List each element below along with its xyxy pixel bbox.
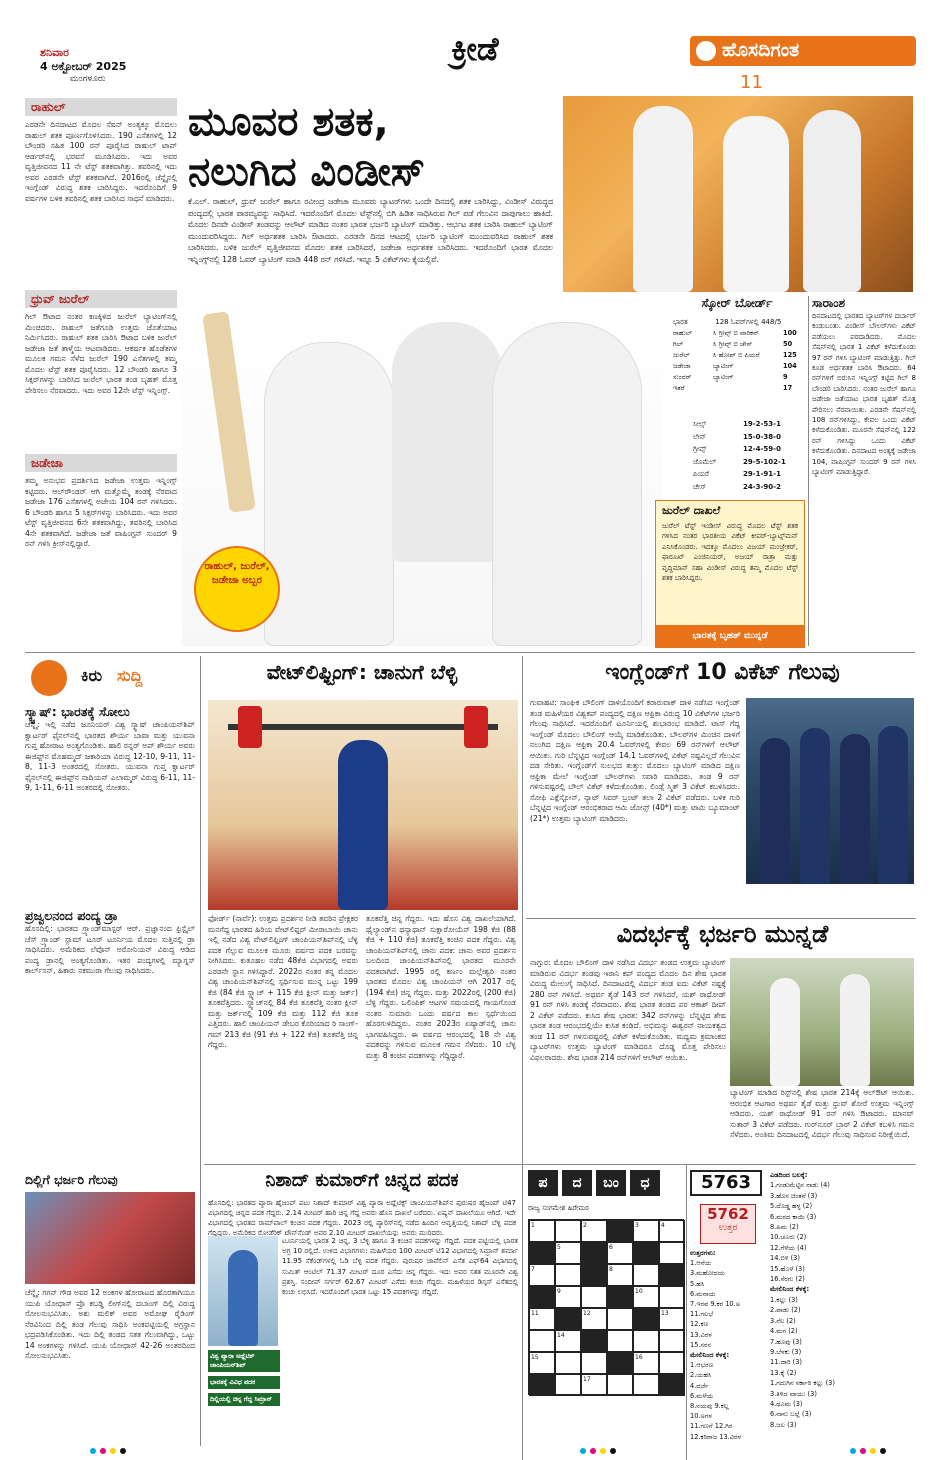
grid-cell[interactable]: 11: [529, 1308, 555, 1330]
kirusuddi-header: [25, 656, 195, 700]
day: ಶನಿವಾರ: [40, 46, 69, 59]
list-item: ಮೇಲಿನಿಂದ ಕೆಳಕ್ಕೆ:: [690, 1351, 730, 1360]
grid-cell[interactable]: 6: [607, 1242, 633, 1264]
player-figure: [840, 974, 870, 1086]
logo-text: ಹೊಸದಿಗಂತ: [722, 39, 800, 61]
list-item: 3.ಮಹೋದಯ: [690, 1269, 725, 1278]
kabaddi-photo: [25, 1192, 195, 1284]
athlete-figure: [228, 1250, 258, 1346]
table-row: ಗಿಲ್ ಸಿ ಗ್ರೀವ್ಸ್ ಬಿ ಚೇಸ್ 50: [673, 340, 793, 348]
list-item: 13.ವಿರಳ: [690, 1330, 712, 1339]
sidebar-jadeja-title: ಜಡೇಜಾ: [25, 454, 177, 472]
grid-cell[interactable]: [581, 1352, 607, 1374]
grid-cell[interactable]: [555, 1374, 581, 1396]
grid-cell[interactable]: 4: [659, 1220, 685, 1242]
list-item: 8.ಹಿಮ (2): [770, 1223, 799, 1232]
list-item: 1.ಗಂಡುಮೆಟ್ಟಿನ ನಾಡು (4): [770, 1181, 830, 1190]
down-title: ಮೇಲಿನಿಂದ ಕೆಳಕ್ಕೆ:: [770, 1285, 810, 1294]
list-item: 7.ಹೂವು (3): [770, 1337, 802, 1346]
divider: [204, 1164, 916, 1165]
table-row: ಪಿಯರೆ 29-1-91-1: [693, 470, 781, 478]
grid-cell: [659, 1264, 685, 1286]
list-item: 15.ಹೊಳೆ (3): [770, 1264, 805, 1273]
grid-cell[interactable]: [607, 1330, 633, 1352]
list-item: 1.ಆನೆಯ: [690, 1259, 712, 1268]
list-item: 12.ಕರಿರಾಜ 13.ವಿರಳ: [690, 1432, 742, 1441]
list-item: 4.ಮಗ (2): [770, 1327, 798, 1336]
lamp-icon: [696, 41, 716, 61]
grid-cell[interactable]: 17: [581, 1374, 607, 1396]
sidebar-jadeja: [25, 454, 177, 646]
grid-cell[interactable]: 12: [581, 1308, 607, 1330]
plate-icon: [238, 706, 262, 748]
grid-cell[interactable]: [555, 1264, 581, 1286]
divider: [25, 652, 915, 653]
grid-cell[interactable]: [529, 1330, 555, 1352]
grid-cell[interactable]: [659, 1286, 685, 1308]
table-row: ಜುರೆಲ್ ಸಿ ಹೋಪ್ ಬಿ ಪಿಯರೆ 125: [673, 351, 797, 359]
kirusuddi-title-2: ಸುದ್ದಿ: [117, 666, 143, 685]
title-letter: ಪ: [528, 1170, 558, 1196]
crossword: [528, 1170, 683, 1440]
grid-cell[interactable]: [659, 1352, 685, 1374]
grid-cell: [607, 1352, 633, 1374]
team-line: [673, 317, 801, 328]
grid-cell: [555, 1308, 581, 1330]
divider: [808, 296, 809, 646]
list-item: 6.ಮರದ ಕಾಯಿ (3): [770, 1212, 817, 1221]
table-row: ರಾಹುಲ್ ಸಿ ಗ್ರೀವ್ಸ್ ಬಿ ವಾರಿಕನ್ 100: [673, 329, 797, 337]
list-item: 7.ಇರವ 9.ಕರ 10.ಅ: [690, 1300, 741, 1309]
answers-list: [690, 1248, 766, 1442]
lead-headline-1: ಮೂವರ ಶತಕ,: [188, 99, 389, 145]
vidarbha-photo: [730, 958, 914, 1086]
vidarbha-text-2: ಬ್ಯಾಟಿಂಗ್ ಮಾಡಿದ ರಿಸ್ಟ್‌ನಲ್ಲಿ ಶೇಷ ಭಾರತ 214ಕ್ಕೆ ಆಲ್‌ಔಟ್ ಆಯಿತು. ಆರಂಭಿಕ ಆಟಗಾರ ಅಥರ್ವ ತೈಡೆ ಮತ್ತು ಧ್ರುವ್ ಶೋರೆ ಉತ್ತಮ ಇನ್ನಿಂಗ್ಸ್ ಆಡಿದರು. ಯಶ್ ರಾಥೋಡ್ 91 ರನ್ ಗಳಿಸಿ ಔಟಾದರು. ಮಾನವ್ ಸುತಾರ್ 3 ವಿಕೆಟ್ ಪಡೆದರು. ಗುರ್‌ನೂರ್ ಬ್ರಾರ್ 2 ವಿಕೆಟ್ ಕಬಳಿಸಿ ಗಮನ ಸೆಳೆದರು. ಅಂತಿಮ ದಿನದಾಟದಲ್ಲಿ ವಿದರ್ಭ ಗೆಲುವು ಸಾಧಿಸುವ ನಿರೀಕ್ಷೆಯಿದೆ.: [730, 1088, 914, 1139]
jurel-record-text: ಜುರೆಲ್ ಟೆಸ್ಟ್ ಇಂಡೀಸ್ ವಿರುದ್ಧ ಮೊದಲ ಟೆಸ್ಟ್ ಶತಕ ಗಳಿಸಿದ ನಂತರ ಭಾರತೀಯ ವಿಕೆಟ್ ಕೀಪರ್-ಬ್ಯಾಟ್ಸ್‌ಮನ್ ಎನಿಸಿಕೊಂಡರು. ಇದಕ್ಕೂ ಮೊದಲು ವಿಜಯ್ ಮಂಜ್ರೇಕರ್, ಫಾರೂಖ್ ಎಂಜಿನಿಯರ್, ಅಜಯ್ ರಾತ್ರಾ ಮತ್ತು ವೃದ್ಧಿಮಾನ್ ಸಹಾ ವಿಂಡೀಸ್ ವಿರುದ್ಧ ತಮ್ಮ ಮೊದಲ ಟೆಸ್ಟ್ ಶತಕ ಬಾರಿಸಿದ್ದರು.: [662, 522, 798, 583]
list-item: 10.ಚೂರು (2): [770, 1233, 807, 1242]
dot-cyan: [850, 1448, 856, 1454]
list-item: 9.ಬೆಳಕು (3): [770, 1347, 802, 1356]
grid-cell[interactable]: 7: [529, 1264, 555, 1286]
clues: [770, 1170, 916, 1430]
page-number: 11: [740, 72, 763, 93]
sidebar-jurel: [25, 290, 177, 452]
dot-yellow: [600, 1448, 606, 1454]
list-item: 5.ದೊಡ್ಡ ಹಳ್ಳ (2): [770, 1202, 813, 1211]
squash-text: ಚೆನ್ನೈ: ಇಲ್ಲಿ ನಡೆದ ಜೂನಿಯರ್ ವಿಶ್ವ ಸ್ಕ್ವಾಷ್ ಚಾಂಪಿಯನ್‌ಶಿಪ್ ಕ್ವಾರ್ಟರ್ ಫೈನಲ್‌ನಲ್ಲಿ ಭಾರತದ ಶೌರ್ಯ ಬಾವಾ ಮತ್ತು ಯುವನಾ ಗುಪ್ತ ಹೋರಾಟ ಅಂತ್ಯಗೊಂಡಿತು. ಹಾಲಿ ರನ್ನರ್ ಅಪ್ ಶೌರ್ಯ ಅವರು ಈಜಿಪ್ಟ್‌ನ ಮೊಹಮ್ಮದ್ ಜಕಾರಿಯಾ ವಿರುದ್ಧ 12-10, 9-11, 11-8, 11-3 ಅಂತರದಲ್ಲಿ ಸೋತರು. ಯುವನಾ ಗುಪ್ತ ಕ್ವಾರ್ಟರ್ ಫೈನಲ್‌ನಲ್ಲಿ ಈಜಿಪ್ಟ್‌ನ ನಾದಿಯನ್ ಎಲಾಮ್ಮರ್ ವಿರುದ್ಧ 6-11, 11-9, 1-11, 6-11 ಅಂತರದಲ್ಲಿ ಸೋತರು.: [25, 720, 195, 792]
table-row: ಜೊಮೆಲ್ 29-5-102-1: [693, 457, 786, 466]
list-item: 12.ಕಣ: [690, 1320, 709, 1329]
grid-cell: [581, 1330, 607, 1352]
grid-cell[interactable]: [659, 1330, 685, 1352]
list-item: 6.ಮನಾಯ: [690, 1289, 716, 1298]
list-item: 3.ಹೊಸ ಚಿಂತನೆ (3): [770, 1191, 818, 1200]
table-row: ಜಡೇಜಾ ಬ್ಯಾಟಿಂಗ್ 104: [673, 362, 797, 370]
sidebar-rahul-text: ಎರಡನೇ ದಿನದಾಟದ ಮೊದಲ ಸೆಷನ್ ಅಂತ್ಯಕ್ಕೂ ಮೊದಲು ರಾಹುಲ್ ಶತಕ ಪೂರ್ಣಗೊಳಿಸಿದರು. 190 ಎಸೆತಗಳಲ್ಲಿ 12 ಬೌಂಡರಿ ಸಹಿತ 100 ರನ್ ಪೂರೈಸಿದ ರಾಹುಲ್ ಟಾಪ್ ಆರ್ಡರ್‌ನಲ್ಲಿ ಭರವಸೆ ಮೂಡಿಸಿದರು. ಇದು ಅವರ ವೃತ್ತಿಜೀವನದ 11 ನೇ ಟೆಸ್ಟ್ ಶತಕವಾಗಿತ್ತು. ತವರಿನಲ್ಲಿ ಇದು ಅವರ ಎರಡನೇ ಟೆಸ್ಟ್ ಶತಕವಾಗಿದೆ. 2016ರಲ್ಲಿ ಚೆನ್ನೈನಲ್ಲಿ ಇಂಗ್ಲೆಂಡ್ ವಿರುದ್ಧ ಶತಕ ಬಾರಿಸಿದ್ದರು. ಇದರೊಂದಿಗೆ 9 ವರ್ಷಗಳ ಬಳಿಕ ತವರಿನಲ್ಲಿ ಶತಕ ಬಾರಿಸಿದ ಸಾಧನೆ ಮಾಡಿದರು.: [25, 120, 177, 203]
delhi-title: ದಿಲ್ಲಿಗೆ ಭರ್ಜರಿ ಗೆಲುವು: [25, 1172, 118, 1187]
list-item: 15.ಸರಸ: [690, 1340, 711, 1349]
table-row: ಇತರೆ 17: [673, 384, 793, 392]
list-item: 11.ಗಣನೆ 12.ಗಿರ: [690, 1422, 733, 1431]
tag: ಭಾರತಕ್ಕೆ ವಿವಿಧ ಪದಕ: [208, 1376, 280, 1389]
list-item: 8.ನಯವು 9.ಕಲ್ಲ: [690, 1402, 729, 1411]
title-letter: ಬಂ: [596, 1170, 626, 1196]
list-item: 12.ಗೆಳೆಯ (4): [770, 1243, 807, 1252]
sidebar-rahul-title: ರಾಹುಲ್: [25, 98, 177, 116]
dot-cyan: [580, 1448, 586, 1454]
dot-cyan: [90, 1448, 96, 1454]
sidebar-jurel-title: ಧ್ರುವ್ ಜುರೆಲ್: [25, 290, 177, 308]
nishad-text-side: [282, 1236, 518, 1458]
title-letter: ದ: [562, 1170, 592, 1196]
grid-cell[interactable]: [607, 1308, 633, 1330]
list-item: 2.ಪಾಡು (2): [770, 1306, 801, 1315]
nishad-text-2: ಟೂರ್ನಿಯಲ್ಲಿ ಭಾರತ 2 ಚಿನ್ನ, 3 ಬೆಳ್ಳಿ ಹಾಗೂ 3 ಕಂಚಿನ ಪದಕಗಳನ್ನು ಗೆದ್ದಿದೆ. ಪದಕ ಪಟ್ಟಿಯಲ್ಲಿ ಭಾರತ ಅಗ್ರ 10 ರಲ್ಲಿದೆ. ಉಳಿದ ವಿಭಾಗಗಳು: ಮಹಿಳೆಯರ 100 ಮೀಟರ್ ಟಿ12 ವಿಭಾಗದಲ್ಲಿ ಸಿಮ್ರಾನ್ ಶರ್ಮಾ 11.95 ಸೆಕೆಂಡ್‌ಗಳಲ್ಲಿ ಓಡಿ ಬೆಳ್ಳಿ ಪದಕ ಗೆದ್ದರು. ಪುರುಷರ ಜಾವೆಲಿನ್ ಎಸೆತ ಎಫ್64 ವಿಭಾಗದಲ್ಲಿ ಸುಮಿತ್ ಆಂಟಿಲ್ 71.37 ಮೀಟರ್ ದೂರ ಎಸೆದು ಚಿನ್ನ ಗೆದ್ದರು. ಇದು ಅವರ ಸತತ ಮೂರನೇ ವಿಶ್ವ ಪ್ರಶಸ್ತಿ. ಸಂದೀಪ್ ಸರ್ಗರ್ 62.67 ಮೀಟರ್ ಎಸೆದು ಕಂಚು ಗೆದ್ದರು. ಮಹಿಳೆಯರ ಡಿಸ್ಕಸ್ ಎಸೆತದಲ್ಲಿ ಕಂಚು ಲಭಿಸಿದೆ. ಇದರೊಂದಿಗೆ ಭಾರತ ಒಟ್ಟು 15 ಪದಕಗಳನ್ನು ಗೆದ್ದಿದೆ.: [282, 1237, 518, 1297]
jadeja-figure: [392, 322, 502, 562]
grid-cell[interactable]: 3: [633, 1220, 659, 1242]
grid-cell[interactable]: 16: [633, 1352, 659, 1374]
dot-yellow: [110, 1448, 116, 1454]
player-figure: [770, 978, 800, 1086]
answer-label: ಉತ್ತರ: [718, 1223, 738, 1233]
date-block: [40, 46, 160, 84]
list-item: 11.ದಾರಿ (3): [770, 1358, 802, 1367]
jurel-record-footer: ಭಾರತಕ್ಕೆ ಬೃಹತ್ ಮುನ್ನಡೆ: [656, 625, 804, 647]
player-figure: [723, 116, 789, 292]
grid-cell: [581, 1264, 607, 1286]
lifter-figure: [338, 740, 388, 910]
grid-cell: [659, 1374, 685, 1396]
caption-text: ರಾಹುಲ್, ಜುರೆಲ್, ಜಡೇಜಾ ಅಬ್ಬರ: [204, 561, 270, 586]
list-item: 1.ಗದುಗಿನ ಸರ್ಕಾರಿ ಕಲ್ಲು (3): [770, 1379, 835, 1388]
hand-icon: [31, 660, 67, 696]
logo: [690, 36, 916, 66]
vidarbha-text: ನಾಗ್ಪುರ: ಮೊದಲ ಬೌಲಿಂಗ್ ದಾಳಿ ನಡೆಸಿದ ವಿದರ್ಭ ತಂಡದ ಉತ್ತಮ ಬ್ಯಾಟಿಂಗ್ ಮಾಡಿರುವ ವಿದರ್ಭ ತಂಡವು ಇರಾನಿ ಕಪ್ ಪಂದ್ಯದ ಮೊದಲ ದಿನ ಶೇಷ ಭಾರತ ವಿರುದ್ಧ ಮೇಲುಗೈ ಸಾಧಿಸಿದೆ. ದಿನದಾಟದಲ್ಲಿ ವಿದರ್ಭ ತಂಡ ಐದು ವಿಕೆಟ್ ನಷ್ಟಕ್ಕೆ 280 ರನ್ ಗಳಿಸಿದೆ. ಅಥರ್ವ ತೈಡೆ 143 ರನ್ ಗಳಿಸಿದರೆ, ಯಶ್ ರಾಥೋಡ್ 91 ರನ್ ಗಳಿಸಿ ತಂಡಕ್ಕೆ ನೆರವಾದರು. ಶೇಷ ಭಾರತ ತಂಡದ ಪರ ಆಕಾಶ್ ದೀಪ್ 2 ವಿಕೆಟ್ ಪಡೆದರು. ಕುಸಿದ ಶೇಷ ಭಾರತ: 342 ರನ್‌ಗಳನ್ನು ಬೆನ್ನಟ್ಟಿದ ಶೇಷ ಭಾರತ ತಂಡ ಆರಂಭದಲ್ಲಿಯೇ ಕುಸಿತ ಕಂಡಿದೆ. ಅಭಿಮನ್ಯು ಈಶ್ವರನ್ ನಾಯಕತ್ವದ ತಂಡ 11 ರನ್ ಗಳಿಸುವಷ್ಟರಲ್ಲಿ ವಿಕೆಟ್ ಕಳೆದುಕೊಂಡಿತು. ಮಧ್ಯಮ ಕ್ರಮಾಂಕದ ಬ್ಯಾಟರ್‌ಗಳು ಉತ್ತಮ ಬ್ಯಾಟಿಂಗ್ ಮಾಡಿದರೂ ದೊಡ್ಡ ಮೊತ್ತ ಪೇರಿಸಲು ವಿಫಲರಾದರು. ಶೇಷ ಭಾರತ 214 ರನ್‌ಗಳಿಗೆ ಆಲೌಟ್ ಆಯಿತು.: [530, 958, 726, 1062]
list-item: 5.ಹಸಿ: [690, 1279, 705, 1288]
grid-cell[interactable]: [633, 1330, 659, 1352]
delhi-text: ಚೆನ್ನೈ: ಗಗನ್ ಗೌಡ ಅವರ 12 ಅಂಕಗಳ ಹೋರಾಟದ ಹೊರತಾಗಿಯೂ ಯುಪಿ ಯೋಧಾಸ್ ಪ್ರೊ ಕಬಡ್ಡಿ ಲೀಗ್‌ನಲ್ಲಿ ದಬಾಂಗ್ ದಿಲ್ಲಿ ವಿರುದ್ಧ ಸೋಲನುಭವಿಸಿತು. ಅಶು ಮಲಿಕ್ ಅವರ ಅಮೋಘ ರೈಡಿಂಗ್ ನೆರವಿನಿಂದ ದಿಲ್ಲಿ ತಂಡ ಗೆಲುವು ಸಾಧಿಸಿ ಅಂಕಪಟ್ಟಿಯಲ್ಲಿ ಅಗ್ರಸ್ಥಾನ ಭದ್ರಪಡಿಸಿಕೊಂಡಿತು. ಇದು ದಿಲ್ಲಿ ತಂಡದ ಸತತ ಗೆಲುವಾಗಿದ್ದು, ಒಟ್ಟು 14 ಅಂಕಗಳನ್ನು ಗಳಿಸಿದೆ. ಯುಪಿ ಯೋಧಾಸ್ 42-26 ಅಂತರದಿಂದ ಸೋಲನುಭವಿಸಿತು.: [25, 1288, 195, 1360]
chess-title: ಪ್ರಜ್ವಲನಂದ ಪಂದ್ಯ ಡ್ರಾ: [25, 908, 118, 923]
summary-text: ದಿನದಾಟದಲ್ಲಿ ಭಾರತದ ಬ್ಯಾಟರ್‌ಗಳ ದರ್ಬಾರ್ ಕಂಡುಬಂತು. ವಿಂಡೀಸ್ ಬೌಲರ್‌ಗಳು ವಿಕೆಟ್ ಪಡೆಯಲು ಪರದಾಡಿದರು. ಮೊದಲ ಸೆಷನ್‌ನಲ್ಲಿ ಭಾರತ 1 ವಿಕೆಟ್ ಕಳೆದುಕೊಂಡು 97 ರನ್ ಗಳಿಸಿ ಬ್ಯಾಟಿಂಗ್ ಮಾಡುತ್ತಿತ್ತು. ಗಿಲ್ ಕೂಡ ಅರ್ಧಶತಕ ಬಾರಿಸಿ ಔಟಾದರು. 64 ರನ್‌ಗಳಿಗೆ ಬಿರುಸಿನ ಇನ್ನಿಂಗ್ಸ್ ಕಟ್ಟಿದ ಗಿಲ್ 8 ಬೌಂಡರಿ ಬಾರಿಸಿದರು. ನಂತರ ಜುರೆಲ್ ಹಾಗೂ ಜಡೇಜಾ ಜತೆಯಾಟ ಭಾರತ ಬೃಹತ್ ಮೊತ್ತ ಪೇರಿಸಲು ನೆರವಾಯಿತು. ಎರಡನೇ ಸೆಷನ್‌ನಲ್ಲಿ 108 ರನ್‌ಗಳಿಸಿದ್ದು, ಕೇವಲ ಒಂದು ವಿಕೆಟ್ ಕಳೆದುಕೊಂಡಿತು. ಮೂರನೇ ಸೆಷನ್‌ನಲ್ಲಿ 122 ರನ್ ಗಳಿಸಿದ್ದು ಒಂದು ವಿಕೆಟ್ ಕಳೆದುಕೊಂಡಿತು. ದಿನದಾಟದ ಅಂತ್ಯಕ್ಕೆ ಜಡೇಜಾ 104, ವಾಷಿಂಗ್ಟನ್ ಸುಂದರ್ 9 ರನ್ ಗಳಿಸಿ ಬ್ಯಾಟಿಂಗ್ ಮಾಡುತ್ತಿದ್ದಾರೆ.: [812, 312, 916, 477]
divider: [200, 656, 201, 1446]
list-item: 4.ದರ್ಜೆ: [690, 1381, 709, 1390]
sidebar-jadeja-text: ತಮ್ಮ ಅನುಭವ ಪ್ರದರ್ಶಿಸಿದ ಜಡೇಜಾ ಉತ್ತಮ ಇನ್ನಿಂಗ್ಸ್ ಕಟ್ಟಿದರು. ಆಲ್‌ರೌಂಡರ್ ಆಗಿ ಮತ್ತೊಮ್ಮೆ ತಂಡಕ್ಕೆ ನೆರವಾದ ಜಡೇಜಾ 176 ಎಸೆತಗಳಲ್ಲಿ ಅಜೇಯ 104 ರನ್ ಗಳಿಸಿದರು. 6 ಬೌಂಡರಿ ಹಾಗೂ 5 ಸಿಕ್ಸರ್‌ಗಳನ್ನು ಬಾರಿಸಿದರು. ಇದು ಅವರ ಟೆಸ್ಟ್ ವೃತ್ತಿಜೀವನದ 6ನೇ ಶತಕವಾಗಿದ್ದು, ತವರಿನಲ್ಲಿ ಬಾರಿಸಿದ 4ನೇ ಶತಕವಾಗಿದೆ. ಜಡೇಜಾ ಜತೆ ವಾಷಿಂಗ್ಟನ್ ಸುಂದರ್ 9 ರನ್ ಗಳಿಸಿ ಕ್ರೀಸ್‌ನಲ್ಲಿದ್ದಾರೆ.: [25, 476, 177, 548]
table-row: ಲೇನ್ 15-0-38-0: [693, 432, 781, 441]
list-item: 2.ಯಹಸಿ: [690, 1371, 712, 1380]
grid-cell[interactable]: 8: [607, 1264, 633, 1286]
list-item: 14.ಬಿಳಿ (3): [770, 1254, 800, 1263]
answers-title: ಉತ್ತರಗಳು:: [690, 1249, 716, 1257]
rahul-figure: [264, 342, 394, 646]
grid-cell: [529, 1286, 555, 1308]
batting-list: [673, 328, 801, 394]
puzzle-number: 5763: [690, 1170, 762, 1196]
grid-cell[interactable]: [581, 1286, 607, 1308]
dot-yellow: [870, 1448, 876, 1454]
dot-black: [610, 1448, 616, 1454]
grid-cell: [607, 1220, 633, 1242]
puzzle: [690, 1170, 916, 1442]
grid-cell[interactable]: [607, 1374, 633, 1396]
jurel-record-title: ಜುರೆಲ್ ದಾಖಲೆ: [662, 504, 721, 517]
weightlifting-photo: [208, 700, 518, 910]
answer-number: 5762: [707, 1205, 749, 1223]
scoreboard-title: ಸ್ಕೋರ್ ಬೋರ್ಡ್: [701, 296, 773, 310]
grid-cell[interactable]: [633, 1374, 659, 1396]
bowling-list: [673, 418, 801, 493]
list-item: 11.ಗಲಭೆ: [690, 1310, 714, 1319]
grid-cell[interactable]: [633, 1264, 659, 1286]
divider: [686, 1164, 687, 1460]
list-item: 16.ಸೆರಗು (2): [770, 1275, 805, 1284]
list-item: 10.ಅಗಳ: [690, 1412, 712, 1421]
grid-cell: [607, 1286, 633, 1308]
sidebar-rahul: [25, 98, 177, 286]
registration-marks: [0, 1444, 945, 1458]
lead-photo-main: [182, 302, 662, 646]
grid-cell: [529, 1242, 555, 1264]
grid-cell[interactable]: 10: [633, 1286, 659, 1308]
nishad-headline: ನಿಶಾದ್ ಕುಮಾರ್‌ಗೆ ಚಿನ್ನದ ಪದಕ: [265, 1170, 459, 1191]
tag: ವಿಶ್ವ ಪ್ಯಾರಾ ಅಥ್ಲೆಟಿಕ್ ಚಾಂಪಿಯನ್‌ಶಿಪ್: [208, 1350, 280, 1372]
list-item: 4.ಧೂಮ (3): [770, 1399, 803, 1408]
nishad-tags: [208, 1350, 280, 1406]
crossword-hint: ರಾಜ್ಯ ಸಂಗಮೇಶ ಹಿರೇಮಠ: [528, 1204, 589, 1212]
nishad-text: ಹೊಸದಿಲ್ಲಿ: ಭಾರತದ ಪ್ಯಾರಾ ಹೈಜಂಪ್ ಪಟು ನಿಶಾದ್ ಕುಮಾರ್ ವಿಶ್ವ ಪ್ಯಾರಾ ಅಥ್ಲೆಟಿಕ್ಸ್ ಚಾಂಪಿಯನ್‌ಶಿಪ್‌ನ ಪುರುಷರ ಹೈಜಂಪ್ ಟಿ47 ವಿಭಾಗದಲ್ಲಿ ಚಿನ್ನದ ಪದಕ ಗೆದ್ದರು. 2.14 ಮೀಟರ್ ಹಾರಿ ಚಿನ್ನ ಗೆದ್ದ ಅವರು ಹೊಸ ದಾಖಲೆ ಬರೆದರು. ಏಷ್ಯನ್ ದಾಖಲೆಯೂ ಆಗಿದೆ. ಇದೇ ವಿಭಾಗದಲ್ಲಿ ಭಾರತದ ರಾಮ್‌ಪಾಲ್ ಕಂಚಿನ ಪದಕ ಗೆದ್ದರು. 2023 ರಲ್ಲಿ ಪ್ಯಾರಿಸ್‌ನಲ್ಲಿ ನಡೆದ ಹಿಂದಿನ ಆವೃತ್ತಿಯಲ್ಲಿ ನಿಶಾದ್ ಬೆಳ್ಳಿ ಪದಕ ಗೆದ್ದಿದ್ದರು. ಅಮೆರಿಕದ ರೋಡೆರಿಕ್ ಟೌನ್‌ಸೆಂಡ್ ಅವರ 2.10 ಮೀಟರ್ ದಾಖಲೆಯನ್ನು ಅವರು ಮುರಿದರು.: [208, 1199, 516, 1236]
lead-headline-2: ನಲುಗಿದ ವಿಂಡೀಸ್: [188, 149, 425, 195]
table-row: ಚೇಸ್ 24-3-90-2: [693, 482, 781, 491]
grid-cell: [581, 1242, 607, 1264]
masthead: [0, 0, 945, 96]
bat-icon: [202, 311, 256, 513]
dot-black: [880, 1448, 886, 1454]
grid-cell[interactable]: 13: [659, 1308, 685, 1330]
divider: [526, 918, 916, 919]
england-photo: [746, 698, 914, 884]
lead-photo-top: [563, 96, 913, 292]
team-label: ಭಾರತ: [673, 318, 688, 326]
list-item: 6.ಮಳೆಯ: [690, 1391, 714, 1400]
squash-title: ಸ್ಕ್ವಾಷ್: ಭಾರತಕ್ಕೆ ಸೋಲು: [25, 704, 130, 719]
title-letter: ಧ: [630, 1170, 660, 1196]
grid-cell: [633, 1308, 659, 1330]
list-item: 3.ನೆಲ (2): [770, 1316, 796, 1325]
date: 4 ಅಕ್ಟೋಬರ್ 2025: [40, 60, 127, 73]
weightlifting-col1: ಫೋರ್ಡ್ (ನಾರ್ವೆ): ಉತ್ತಮ ಪ್ರದರ್ಶನ ನೀಡಿ ತವರಿನ ಪ್ರೇಕ್ಷಕರ ಮನಗೆದ್ದ ಭಾರತದ ಹಿರಿಯ ವೇಟ್‌ಲಿಫ್ಟರ್ ಮೀರಾಬಾಯಿ ಚಾನು ಇಲ್ಲಿ ನಡೆದ ವಿಶ್ವ ವೇಟ್‌ಲಿಫ್ಟಿಂಗ್ ಚಾಂಪಿಯನ್‌ಶಿಪ್‌ನಲ್ಲಿ ಬೆಳ್ಳಿ ಪದಕ ಗೆಲ್ಲುವ ಮೂಲಕ ಮೂರು ವರ್ಷದ ಪದಕ ಬರವನ್ನು ನೀಗಿಸಿದರು. ಕುತೂಹಲ ನಡೆದ 48ಕೆಜಿ ವಿಭಾಗದಲ್ಲಿ ಅವರು ಎರಡನೇ ಸ್ಥಾನ ಗಳಿಸಿದ್ದಾರೆ. 2022ರ ನಂತರ ತನ್ನ ಮೊದಲ ವಿಶ್ವ ಚಾಂಪಿಯನ್‌ಶಿಪ್‌ನಲ್ಲಿ ಸ್ಪರ್ಧಿಸುವ ಮುನ್ನ ಒಟ್ಟು 199 ಕೆಜಿ (84 ಕೆಜಿ ಸ್ನ್ಯಾಚ್ + 115 ಕೆಜಿ ಕ್ಲೀನ್ ಮತ್ತು ಜರ್ಕ್) ತೂಕವೆತ್ತಿದರು. ಸ್ನ್ಯಾಚ್‌ನಲ್ಲಿ 84 ಕೆಜಿ ತೂಕವೆತ್ತಿ ನಂತರ ಕ್ಲೀನ್ ಮತ್ತು ಜರ್ಕ್‌ನಲ್ಲಿ 109 ಕೆಜಿ ಮತ್ತು 112 ಕೆಜಿ ತೂಕ ಎತ್ತಿದರು. ಹಾಲಿ ಚಾಂಪಿಯನ್ ಡೇಬರ ಕೊರಿಯಾದ ರಿ ಸಾಂಗ್-ಗಮ್ 213 ಕೆಜಿ (91 ಕೆಜಿ + 122 ಕೆಜಿ) ತೂಕವೆತ್ತಿ ಚಿನ್ನ ಗೆದ್ದರು.: [208, 914, 358, 1049]
grid-cell[interactable]: 9: [555, 1286, 581, 1308]
england-headline: ಇಂಗ್ಲೆಂಡ್‌ಗೆ 10 ವಿಕೆಟ್ ಗೆಲುವು: [605, 660, 840, 685]
kirusuddi: [25, 656, 195, 1446]
crossword-grid[interactable]: [528, 1219, 684, 1395]
table-row: ಗ್ರೀವ್ಸ್ 12-4-59-0: [693, 445, 781, 453]
dot-magenta: [100, 1448, 106, 1454]
player-figure: [803, 110, 861, 292]
list-item: 1.ಕಲ್ಲು (3): [770, 1295, 798, 1304]
barbell-icon: [228, 724, 498, 730]
list-item: 6.ನಾನು ಬಲ್ಲೆ (3): [770, 1410, 812, 1419]
player-figure: [760, 738, 790, 884]
nishad-photo: [208, 1236, 278, 1346]
list-item: 3.ತಿಳಿದ ವಾಯು (3): [770, 1389, 817, 1398]
tag: ದಿಲ್ಲಿಯಲ್ಲಿ ಚಿನ್ನ ಗೆದ್ದ ಸಿಮ್ರಾನ್: [208, 1393, 280, 1406]
grid-cell[interactable]: 2: [581, 1220, 607, 1242]
grid-cell[interactable]: [555, 1220, 581, 1242]
list-item: 13.ಕೈ (2): [770, 1368, 797, 1377]
jurel-record: [655, 500, 805, 648]
player-figure: [878, 726, 908, 884]
list-item: 1.ಆಭರಣ: [690, 1361, 714, 1370]
player-figure: [800, 728, 830, 884]
table-row: ಸುಂದರ್ ಬ್ಯಾಟಿಂಗ್ 9: [673, 373, 788, 381]
plate-icon: [464, 706, 488, 748]
vidarbha-headline: ವಿದರ್ಭಕ್ಕೆ ಭರ್ಜರಿ ಮುನ್ನಡೆ: [616, 920, 829, 948]
dot-black: [120, 1448, 126, 1454]
kirusuddi-title-1: ಕಿರು: [81, 666, 103, 685]
grid-cell[interactable]: [659, 1242, 685, 1264]
grid-cell[interactable]: 5: [555, 1242, 581, 1264]
player-figure: [633, 106, 693, 292]
grid-cell[interactable]: 15: [529, 1352, 555, 1374]
grid-cell: [529, 1374, 555, 1396]
grid-cell[interactable]: 1: [529, 1220, 555, 1242]
player-figure: [840, 734, 870, 884]
answer-box: [700, 1204, 756, 1244]
dot-magenta: [590, 1448, 596, 1454]
crossword-title: [528, 1170, 683, 1200]
weightlifting-headline: ವೇಟ್‌ಲಿಫ್ಟಿಂಗ್: ಚಾನುಗೆ ಬೆಳ್ಳಿ: [266, 660, 458, 684]
grid-cell[interactable]: [555, 1352, 581, 1374]
summary: [812, 296, 916, 648]
list-item: 8.ಜಲ (3): [770, 1420, 797, 1429]
section-title: ಕ್ರೀಡೆ: [451, 30, 499, 68]
divider: [522, 1164, 523, 1460]
caption-badge: [194, 546, 280, 632]
england-text: ಗುವಾಹಟಿ: ಸಾಂಘಿಕ ಬೌಲಿಂಗ್ ದಾಳಿಯೊಂದಿಗೆ ಕರಾರುವಾಕ್ ದಾಳಿ ನಡೆಸಿದ ಇಂಗ್ಲೆಂಡ್ ತಂಡ ಮಹಿಳೆಯರ ವಿಶ್ವಕಪ್ ಪಂದ್ಯದಲ್ಲಿ ದಕ್ಷಿಣ ಆಫ್ರಿಕಾ ವಿರುದ್ಧ 10 ವಿಕೆಟ್‌ಗಳ ಭರ್ಜರಿ ಗೆಲುವು ಸಾಧಿಸಿದೆ. ಇದರೊಂದಿಗೆ ಟೂರ್ನಿಯಲ್ಲಿ ಶುಭಾರಂಭ ಮಾಡಿದೆ. ಟಾಸ್ ಗೆದ್ದ ಇಂಗ್ಲೆಂಡ್ ಮೊದಲು ಬೌಲಿಂಗ್ ಆಯ್ಕೆ ಮಾಡಿಕೊಂಡಿತು. ಬೌಲರ್‌ಗಳ ಮಿಂಚಿನ ದಾಳಿಗೆ ನಲುಗಿದ ದಕ್ಷಿಣ ಆಫ್ರಿಕಾ 20.4 ಓವರ್‌ಗಳಲ್ಲಿ ಕೇವಲ 69 ರನ್‌ಗಳಿಗೆ ಆಲೌಟ್ ಆಯಿತು. ಗುರಿ ಬೆನ್ನಟ್ಟಿದ ಇಂಗ್ಲೆಂಡ್ 14.1 ಓವರ್‌ಗಳಲ್ಲಿ ವಿಕೆಟ್ ನಷ್ಟವಿಲ್ಲದೆ ಗೆಲುವಿನ ದಡ ಸೇರಿತು. ಇಂಗ್ಲೆಂಡ್‌ಗೆ ಸುಲಭದ ತುತ್ತು: ಮೊದಲು ಬ್ಯಾಟಿಂಗ್ ಮಾಡಿದ ದಕ್ಷಿಣ ಆಫ್ರಿಕಾ ಮೇಲೆ ಇಂಗ್ಲೆಂಡ್ ಬೌಲರ್‌ಗಳು ಸವಾರಿ ಮಾಡಿದರು. ತಂಡ 9 ರನ್ ಗಳಿಸುವಷ್ಟರಲ್ಲಿ ಬೌಲ್ ವಿಕೆಟ್ ಕಳೆದುಕೊಂಡಿತು. ಲಿಂಡ್ಸೆ ಸ್ಮಿತ್ 3 ವಿಕೆಟ್ ಕಬಳಿಸಿದರು. ಸೋಫಿ ಎಕ್ಲೆಸ್ಟೋನ್, ನ್ಯಾಟ್ ಸಿವರ್ ಬ್ರಂಟ್ ತಲಾ 2 ವಿಕೆಟ್ ಪಡೆದರು. ಬಳಿಕ ಗುರಿ ಬೆನ್ನಟ್ಟಿದ ಇಂಗ್ಲೆಂಡ್ ಆರಂಭಿಕರಾದ ಆಮಿ ಜೋನ್ಸ್ (40*) ಮತ್ತು ಟಾಮಿ ಬ್ಯೂಮಾಂಟ್ (21*) ಉತ್ತಮ ಬ್ಯಾಟಿಂಗ್ ಮಾಡಿದರು.: [530, 698, 740, 823]
sidebar-jurel-text: ಗಿಲ್ ಔಟಾದ ನಂತರ ಕಣಕ್ಕಿಳಿದ ಜುರೆಲ್ ಬ್ಯಾಟಿಂಗ್‌ನಲ್ಲಿ ಮಿಂಚಿದರು. ರಾಹುಲ್ ಜತೆಗೂಡಿ ಉತ್ತಮ ಜೊತೆಯಾಟ ನಿರ್ಮಿಸಿದರು. ರಾಹುಲ್ ಶತಕ ಬಾರಿಸಿ ಔಟಾದ ಬಳಿಕ ಜುರೆಲ್ ಜಡೇಜಾ ಜತೆ ತಾಳ್ಮೆಯ ಆಟವಾಡಿದರು. ಆಕರ್ಷಕ ಹೊಡೆತಗಳ ಮೂಲಕ ಗಮನ ಸೆಳೆದ ಜುರೆಲ್ 190 ಎಸೆತಗಳಲ್ಲಿ ತಮ್ಮ ಮೊದಲ ಟೆಸ್ಟ್ ಶತಕ ಪೂರೈಸಿದರು. 12 ಬೌಂಡರಿ ಹಾಗೂ 3 ಸಿಕ್ಸರ್‌ಗಳನ್ನು ಬಾರಿಸಿದ ಜುರೆಲ್ ಭಾರತ ತಂಡ ಬೃಹತ್ ಮೊತ್ತ ಪೇರಿಸಲು ನೆರವಾದರು. ಇದು ಅವರ 12ನೇ ಟೆಸ್ಟ್ ಇನ್ನಿಂಗ್ಸ್.: [25, 312, 177, 395]
table-row: ಸೀಲ್ಸ್ 19-2-53-1: [693, 420, 781, 428]
city: ಮಂಗಳೂರು: [70, 74, 106, 84]
weightlifting-col2: ತೂಕವೆತ್ತಿ ಚಿನ್ನ ಗೆದ್ದರು. ಇದು ಹೊಸ ವಿಶ್ವ ದಾಖಲೆಯಾಗಿದೆ. ಥೈಲ್ಯಾಂಡ್‌ನ ಥನ್ಯಾಥಾನ್ ಸುಕ್ಷಾರೋಯೆನ್ 198 ಕೆಜಿ (88 ಕೆಜಿ + 110 ಕೆಜಿ) ತೂಕವೆತ್ತಿ ಕಂಚಿನ ಪದಕ ಗೆದ್ದರು. ವಿಶ್ವ ಚಾಂಪಿಯನ್‌ಶಿಪ್‌ನಲ್ಲಿ ಚಾನು ಪದಕ: ಚಾನು ಅವರ ಪ್ರದರ್ಶನ ಬಲದಿಂದ ಚಾಂಪಿಯನ್‌ಶಿಪ್‌ನಲ್ಲಿ ಭಾರತದ ಮೂರನೇ ಪದಕವಾಗಿದೆ. 1995 ರಲ್ಲಿ ಕರ್ಣಂ ಮಲ್ಲೇಶ್ವರಿ ನಂತರ ಭಾರತದ ಮೊದಲ ವಿಶ್ವ ಚಾಂಪಿಯನ್ ಆಗಿ 2017 ರಲ್ಲಿ (194 ಕೆಜಿ) ಚಿನ್ನ ಗೆದ್ದರು. ಮತ್ತು 2022ರಲ್ಲಿ (200 ಕೆಜಿ) ಬೆಳ್ಳಿ ಗೆದ್ದರು. ಒಲಿಂಪಿಕ್ ಆಟಗಳ ಸಮಯದಲ್ಲಿ ಗಾಯಗೊಂಡ ನಂತರ ಸುಮಾರು ಒಂದು ವರ್ಷದ ಕಾಲ ಸ್ಪರ್ಧೆಯಿಂದ ಹೊರಗುಳಿದಿದ್ದರು. ನಂತರ 2023ರ ಏಷ್ಯಾಡ್‌ನಲ್ಲಿ ಚಾನು ಭಾಗವಹಿಸಿದ್ದರು. ಈ ವರ್ಷದ ಆರಂಭದಲ್ಲಿ 18 ನೇ ವಿಶ್ವ ಪದಕವನ್ನು ಗಳಿಸುವ ಮೂಲಕ ಗಮನ ಸೆಳೆದರು. 10 ಬೆಳ್ಳಿ ಮತ್ತು 8 ಕಂಚಿನ ಪದಕಗಳನ್ನು ಗೆದ್ದಿದ್ದಾರೆ.: [366, 914, 516, 1060]
dot-magenta: [860, 1448, 866, 1454]
grid-cell[interactable]: 14: [555, 1330, 581, 1352]
jurel-figure: [492, 322, 642, 646]
across-title: ಎಡದಿಂದ ಬಲಕ್ಕೆ:: [770, 1171, 808, 1179]
team-value: 128 ಓವರ್‌ಗಳಲ್ಲಿ 448/5: [715, 318, 782, 326]
summary-title: ಸಾರಾಂಶ: [812, 296, 846, 310]
lead-intro: ಕೆ.ಎಲ್. ರಾಹುಲ್, ಧ್ರುವ್ ಜುರೆಲ್ ಹಾಗೂ ರವೀಂದ್ರ ಜಡೇಜಾ ಮೂವರು ಬ್ಯಾಟರ್‌ಗಳು ಒಂದೇ ದಿನದಲ್ಲಿ ಶತಕ ಬಾರಿಸಿದ್ದು, ವಿಂಡೀಸ್ ವಿರುದ್ಧದ ಪಂದ್ಯದಲ್ಲಿ ಭಾರತ ಪಾರಮ್ಯವನ್ನು ಸಾಧಿಸಿದೆ. ಇದರೊಂದಿಗೆ ಮೊದಲ ಟೆಸ್ಟ್‌ನಲ್ಲಿ ಬಿಗಿ ಹಿಡಿತ ಸಾಧಿಸಿರುವ ಗಿಲ್ ಪಡೆ ಗೆಲುವಿನ ದಾಪುಗಾಲು ಹಾಕಿದೆ. ಮೊದಲ ದಿನವೇ ವಿಂಡೀಸ್ ತಂಡವನ್ನು ಆಲೌಟ್ ಮಾಡಿದ ನಂತರ ಭಾರತ ಭರ್ಜರಿ ಬ್ಯಾಟಿಂಗ್ ಮಾಡಿತ್ತು. ಆರ್ಭಟ ಶತಕ ಬಾರಿಸಿ ರಾಹುಲ್ ಬ್ಯಾಟಿಂಗ್ ಮುಂದುವರಿಸಿದ್ದರು. ಗಿಲ್ ಅರ್ಧಶತಕ ಬಾರಿಸಿ ಔಟಾದರು. ಎರಡನೇ ದಿನದ ಆಟದಲ್ಲಿ ಭರ್ಜರಿ ಬ್ಯಾಟಿಂಗ್ ಮುಂದುವರಿಸಿದ ರಾಹುಲ್ ಶತಕ ಬಾರಿಸಿದರು. ಬಳಿಕ ಜುರೆಲ್ ವೃತ್ತಿಜೀವನದ ಮೊದಲ ಶತಕ ಬಾರಿಸಿದರೆ, ಜಡೇಜಾ ಅರ್ಧಶತಕ ಬಾರಿಸಿದರು. ಇದರೊಂದಿಗೆ ಭಾರತ ಮೊದಲ ಇನ್ನಿಂಗ್ಸ್‌ನಲ್ಲಿ 128 ಓವರ್ ಬ್ಯಾಟಿಂಗ್ ಮಾಡಿ 448 ರನ್ ಗಳಿಸಿದೆ. ಇನ್ನೂ 5 ವಿಕೆಟ್‌ಗಳು ಕೈಯಲ್ಲಿವೆ.: [188, 197, 553, 264]
grid-cell: [633, 1242, 659, 1264]
chess-text: ಹೊಸದಿಲ್ಲಿ: ಭಾರತದ ಗ್ರ್ಯಾಂಡ್‌ಮಾಸ್ಟರ್ ಆರ್. ಪ್ರಜ್ಞಾನಂದ ಫ್ರಿಸ್ಟೈಲ್ ಚೆಸ್ ಗ್ರ್ಯಾಂಡ್ ಸ್ಲಾಮ್ ಟೂರ್ ಟೂರ್ನಿಯ ಮೊದಲ ಸುತ್ತಿನಲ್ಲಿ ಡ್ರಾ ಸಾಧಿಸಿದರು. ಅಮೆರಿಕದ ಲೆವೊನ್ ಅರೋನಿಯನ್ ವಿರುದ್ಧ ಆಡಿದ ಪಂದ್ಯ ಡ್ರಾನಲ್ಲಿ ಅಂತ್ಯಗೊಂಡಿತು. ಇತರ ಪಂದ್ಯಗಳಲ್ಲಿ ಮ್ಯಾಗ್ನಸ್ ಕಾರ್ಲ್‌ಸನ್, ಹಿಕಾರು ನಕಮುರಾ ಗೆಲುವು ಸಾಧಿಸಿದರು.: [25, 924, 195, 975]
